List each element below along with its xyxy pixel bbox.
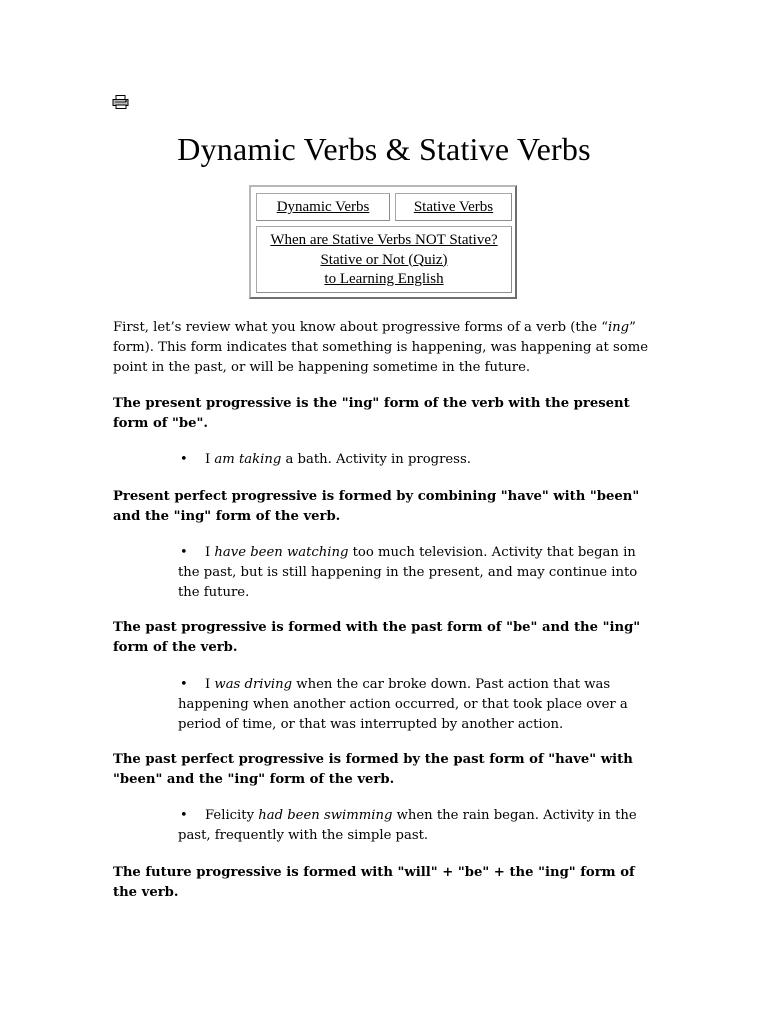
nav-link-quiz[interactable]: Stative or Not (Quiz) [320, 251, 448, 268]
nav-cell-links [256, 226, 512, 293]
page-title: Dynamic Verbs & Stative Verbs [177, 131, 591, 167]
nav-link-learning-english[interactable]: to Learning English [324, 271, 444, 287]
list-item [178, 450, 658, 470]
bullet-icon: • [180, 452, 188, 467]
nav-table [249, 185, 517, 299]
nav-link-stative-verbs[interactable]: Stative Verbs [413, 199, 494, 215]
intro-paragraph [113, 318, 658, 377]
nav-cell-dynamic [256, 193, 390, 221]
list-item [178, 543, 658, 602]
nav-cell-stative [395, 193, 512, 221]
example-text: I am taking a bath. Activity in progress. [205, 452, 471, 467]
intro-text-b: ” form). This form indicates that something is happening, was happening at some point in the past, or will be happening sometime in the future. [113, 320, 649, 375]
example-text: I was driving when the car broke down. Past action that was happening when another action occurred, or that took place over a period of time, or that was interrupted by another action. [178, 677, 628, 732]
section-heading-present-progressive: The present progressive is the "ing" form of the verb with the present form of "be". [113, 396, 630, 431]
list-item [178, 806, 658, 846]
printer-icon[interactable] [112, 95, 130, 109]
intro-text-a: First, let’s review what you know about progressive forms of a verb (the “ [113, 320, 608, 335]
bullet-icon: • [180, 545, 188, 560]
list-item [178, 675, 658, 734]
nav-link-dynamic-verbs[interactable]: Dynamic Verbs [276, 199, 370, 215]
section-heading-future-progressive: The future progressive is formed with "will" + "be" + the "ing" form of the verb. [113, 865, 635, 900]
section-heading-past-perfect-progressive: The past perfect progressive is formed by the past form of "have" with "been" and the "ing" form of the verb. [113, 752, 633, 787]
bullet-icon: • [180, 808, 188, 823]
section-heading-present-perfect-progressive: Present perfect progressive is formed by combining "have" with "been" and the "ing" form of the verb. [113, 489, 640, 524]
example-text: I have been watching too much television. Activity that began in the past, but is still happening in the present, and may continue into the future. [178, 545, 638, 600]
example-text: Felicity had been swimming when the rain began. Activity in the past, frequently with the simple past. [178, 808, 637, 843]
bullet-icon: • [180, 677, 188, 692]
section-heading-past-progressive: The past progressive is formed with the past form of "be" and the "ing" form of the verb. [113, 620, 641, 655]
nav-link-not-stative[interactable]: When are Stative Verbs NOT Stative? [270, 232, 498, 248]
intro-ing: ing [607, 320, 630, 335]
